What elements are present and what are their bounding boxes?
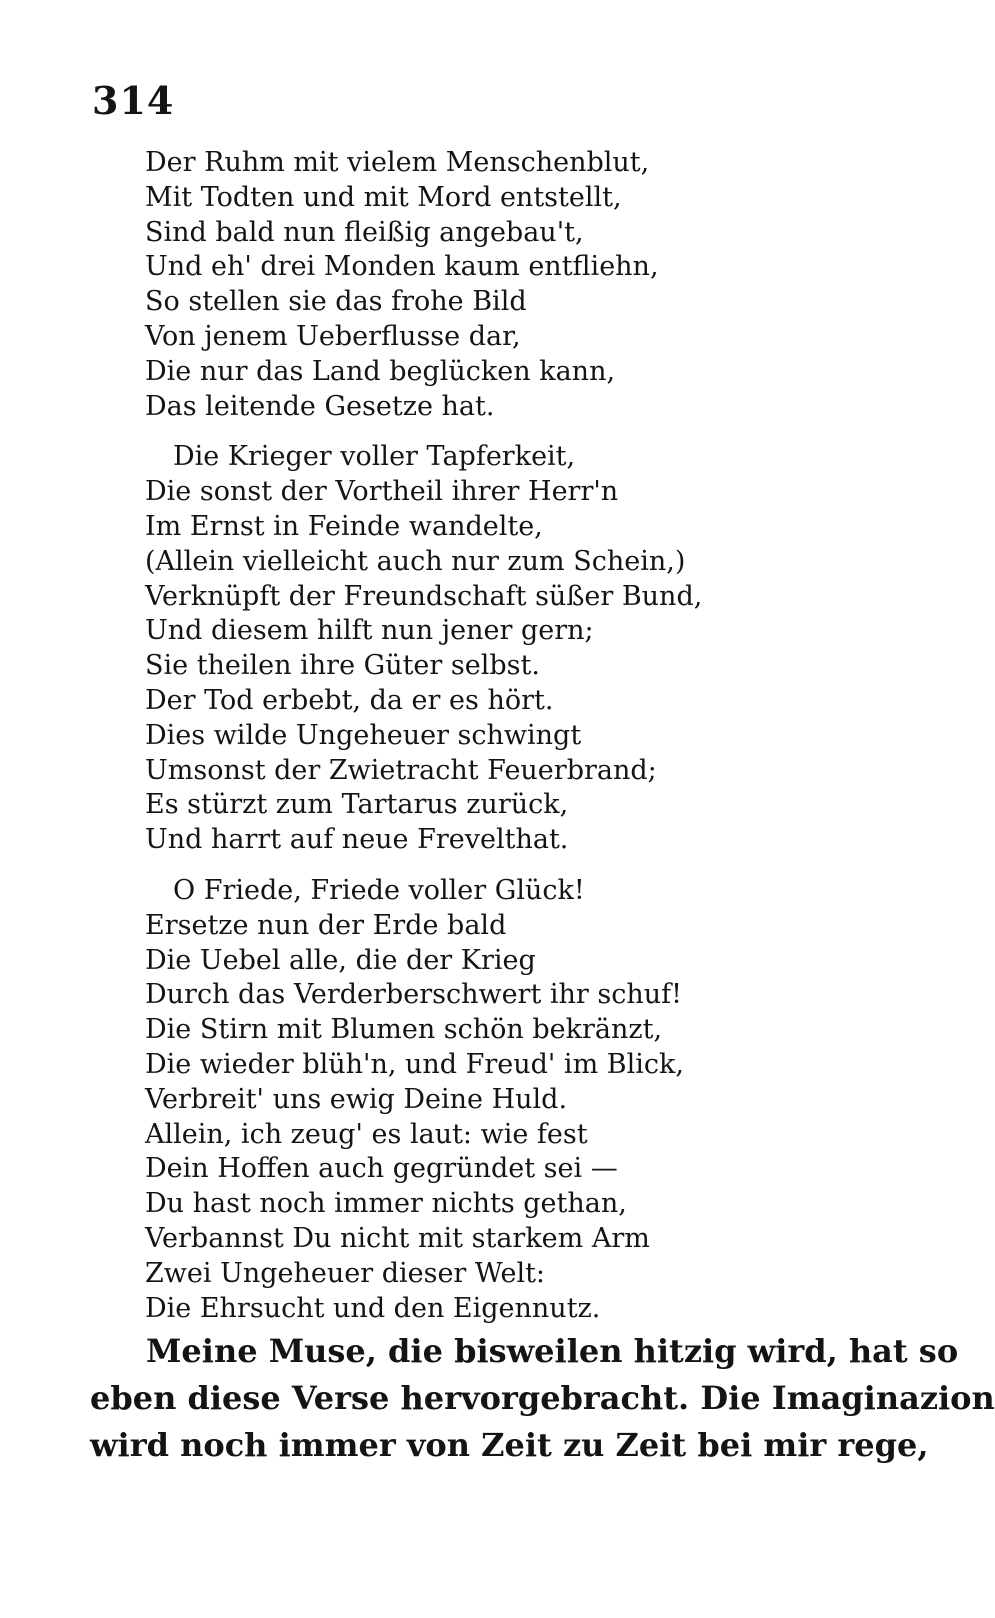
prose-line: eben diese Verse hervorgebracht. Die Imaginazion (90, 1379, 995, 1417)
poem-line: Du hast noch immer nichts gethan, (145, 1188, 627, 1220)
poem (145, 146, 765, 1326)
poem-line: Verbreit' uns ewig Deine Huld. (145, 1083, 568, 1115)
poem-line: Der Tod erbebt, da er es hört. (145, 684, 554, 716)
poem-line: Die Krieger voller Tapferkeit, (173, 441, 576, 473)
poem-line: Verbannst Du nicht mit starkem Arm (145, 1222, 650, 1254)
poem-line: Und eh' drei Monden kaum entfliehn, (145, 251, 659, 283)
poem-line: Die Stirn mit Blumen schön bekränzt, (145, 1014, 663, 1046)
poem-line: Die nur das Land beglücken kann, (145, 355, 616, 387)
poem-line: Verknüpft der Freundschaft süßer Bund, (145, 580, 703, 612)
stanza-2 (145, 440, 765, 858)
poem-line: Und harrt auf neue Frevelthat. (145, 824, 569, 856)
page-number: 314 (92, 78, 175, 123)
poem-line: Das leitende Gesetze hat. (145, 390, 495, 422)
stanza-3 (145, 874, 765, 1326)
poem-line: Ersetze nun der Erde bald (145, 909, 507, 941)
poem-line: (Allein vielleicht auch nur zum Schein,) (145, 545, 686, 577)
poem-line: So stellen sie das frohe Bild (145, 286, 527, 318)
poem-line: Von jenem Ueberflusse dar, (145, 320, 521, 352)
poem-line: O Friede, Friede voller Glück! (173, 874, 585, 906)
poem-line: Zwei Ungeheuer dieser Welt: (145, 1257, 546, 1289)
poem-line: Sind bald nun fleißig angebau't, (145, 216, 584, 248)
prose-line: Meine Muse, die bisweilen hitzig wird, hat so (146, 1332, 959, 1370)
poem-line: Umsonst der Zwietracht Feuerbrand; (145, 754, 657, 786)
poem-line: Dein Hoffen auch gegründet sei — (145, 1153, 618, 1185)
poem-line: Im Ernst in Feinde wandelte, (145, 510, 543, 542)
poem-line: Mit Todten und mit Mord entstellt, (145, 181, 622, 213)
poem-line: Die Ehrsucht und den Eigennutz. (145, 1292, 601, 1324)
stanza-1 (145, 146, 765, 424)
prose-line: wird noch immer von Zeit zu Zeit bei mir rege, (90, 1426, 929, 1464)
poem-line: Dies wilde Ungeheuer schwingt (145, 719, 582, 751)
poem-line: Allein, ich zeug' es laut: wie fest (145, 1118, 588, 1150)
prose-paragraph (90, 1328, 995, 1469)
poem-line: Sie theilen ihre Güter selbst. (145, 650, 540, 682)
poem-line: Der Ruhm mit vielem Menschenblut, (145, 147, 650, 178)
poem-line: Die wieder blüh'n, und Freud' im Blick, (145, 1048, 684, 1080)
poem-line: Es stürzt zum Tartarus zurück, (145, 789, 569, 821)
poem-line: Die sonst der Vortheil ihrer Herr'n (145, 476, 619, 508)
poem-line: Die Uebel alle, die der Krieg (145, 944, 536, 976)
poem-line: Durch das Verderberschwert ihr schuf! (145, 979, 683, 1011)
poem-line: Und diesem hilft nun jener gern; (145, 615, 594, 647)
